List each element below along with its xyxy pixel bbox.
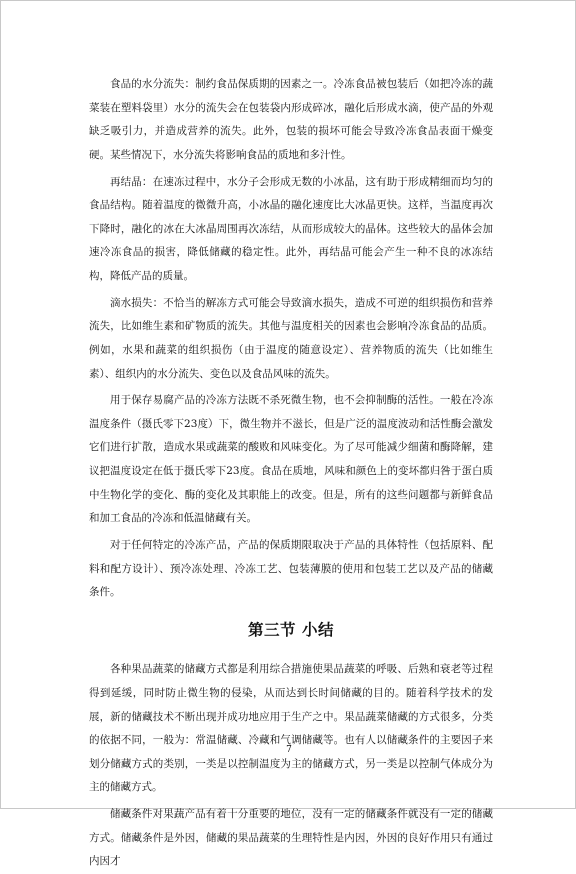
page-number: 7 [286, 745, 292, 755]
paragraph-shelf-life: 对于任何特定的冷冻产品，产品的保质期限取决于产品的具体特性（包括原料、配料和配方设计）、预冷冻处理、冷冻工艺、包装薄膜的使用和包装工艺以及产品的储藏条件。 [89, 539, 493, 599]
paragraph-moisture-loss: 食品的水分流失：制约食品保质期的因素之一。冷冻食品被包装后（如把冷冻的蔬菜装在塑料袋里）水分的流失会在包装袋内形成碎冰，融化后形成水滴，使产品的外观缺乏吸引力，并造成营养的流失。此外，包装的损坏可能会导致冷冻食品表面干燥变硬。某些情况下，水分流失将影响食品的质地和多汁性。 [89, 78, 493, 161]
paragraph-recrystallization: 再结晶：在速冻过程中，水分子会形成无数的小冰晶，这有助于形成精细而均匀的食品结构。随着温度的微微升高，小冰晶的融化速度比大冰晶更快。这样，当温度再次下降时，融化的冰在大冰晶周围再次冻结，从而形成较大的晶体。这些较大的晶体会加速冷冻食品的损害，降低储藏的稳定性。此外，再结晶可能会产生一种不良的冰冻结构，降低产品的质量。 [89, 175, 493, 282]
paragraph-drip-loss: 滴水损失：不恰当的解冻方式可能会导致滴水损失，造成不可逆的组织损伤和营养流失，比如维生素和矿物质的流失。其他与温度相关的因素也会影响冷冻食品的品质。例如，水果和蔬菜的组织损伤（由于温度的随意设定）、营养物质的流失（比如维生素）、组织内的水分流失、变色以及食品风味的流失。 [89, 296, 493, 380]
paragraph-freezing-methods: 用于保存易腐产品的冷冻方法既不杀死微生物，也不会抑制酶的活性。一般在冷冻温度条件（摄氏零下23度）下，微生物并不滋长，但是广泛的温度波动和活性酶会激发它们进行扩散，造成水果或蔬菜的酸败和风味变化。为了尽可能减少细菌和酶降解，建议把温度设定在低于摄氏零下23度。食品在质地，风味和颜色上的变坏都归咎于蛋白质中生物化学的变化、酶的变化及其职能上的改变。但是，所有的这些问题都与新鲜食品和加工食品的冷冻和低温储藏有关。 [89, 394, 493, 525]
paragraph-storage-methods: 各种果品蔬菜的储藏方式都是利用综合措施使果品蔬菜的呼吸、后熟和衰老等过程得到延缓，同时防止微生物的侵染，从而达到长时间储藏的目的。随着科学技术的发展，新的储藏技术不断出现并成功地应用于生产之中。果品蔬菜储藏的方式很多，分类的依据不同，一般为：常温储藏、冷藏和气调储藏等。也有人以储藏条件的主要因子来划分储藏方式的类别，一类是以控制温度为主的储藏方式，另一类是以控制气体成分为主的储藏方式。 [89, 663, 493, 794]
section-title: 第三节 小结 [248, 620, 334, 639]
paragraph-storage-conditions: 储藏条件对果蔬产品有着十分重要的地位，没有一定的储藏条件就没有一定的储藏方式。储藏条件是外因，储藏的果品蔬菜的生理特性是内因，外因的良好作用只有通过内因才 [89, 808, 493, 868]
